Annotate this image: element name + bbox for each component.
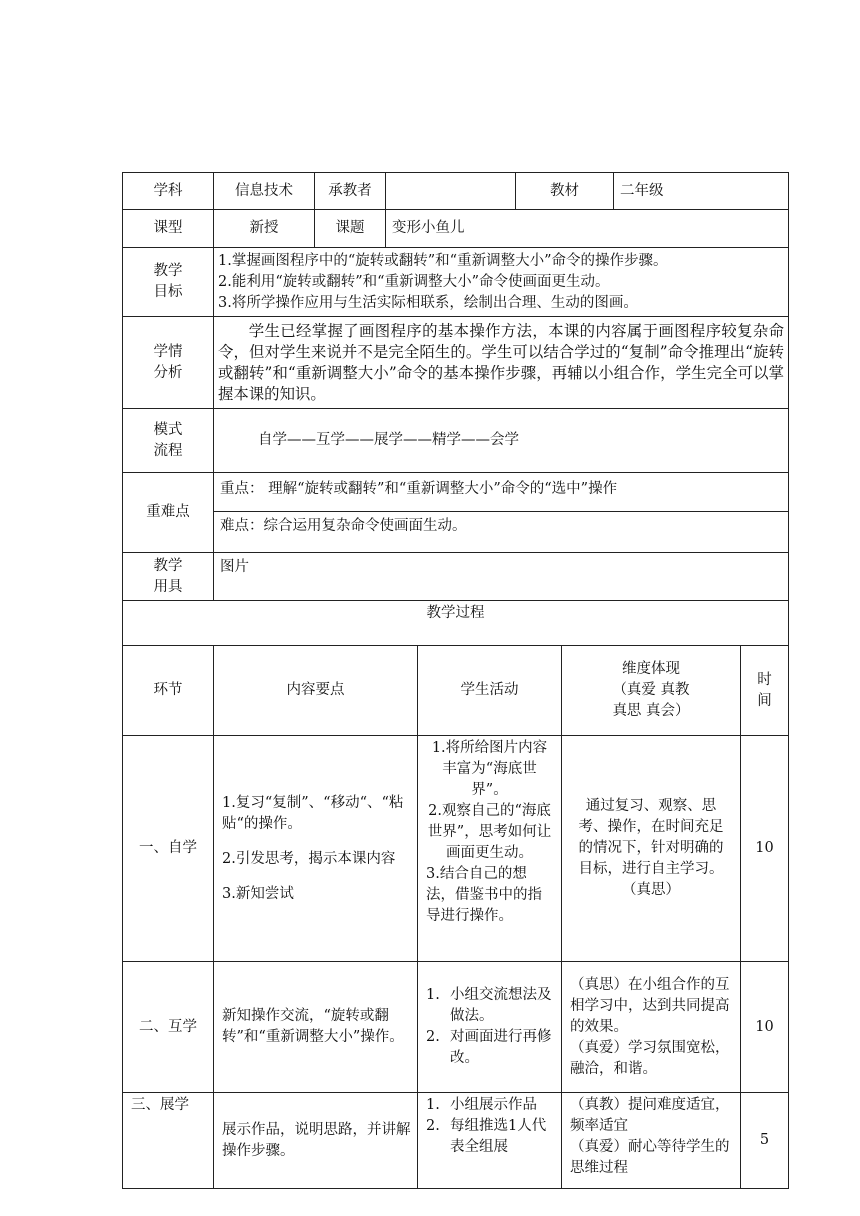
type-label: 课型 — [123, 210, 214, 248]
content-header: 内容要点 — [214, 646, 418, 736]
topic-label: 课题 — [315, 210, 386, 248]
objectives-row — [123, 248, 789, 317]
activity-cell — [418, 962, 562, 1093]
teacher-value — [386, 173, 516, 210]
keypoint-row — [123, 473, 789, 512]
process-row-self-study — [123, 736, 789, 962]
process-header-row — [123, 646, 789, 736]
key-point-text: 重点： 理解“旋转或翻转”和“重新调整大小”命令的“选中”操作 — [214, 473, 789, 512]
dimension-cell: （真思）在小组合作的互相学习中，达到共同提高的效果。 （真爱）学习氛围宽松，融洽，和谐。 — [562, 962, 741, 1093]
time-header: 时 间 — [741, 646, 789, 736]
list-item: 2. 每组推选1人代表全组展 — [426, 1118, 547, 1155]
mode-label: 模式 流程 — [123, 409, 214, 473]
tools-value: 图片 — [214, 553, 789, 601]
tools-row — [123, 553, 789, 601]
teacher-label: 承教者 — [315, 173, 386, 210]
stage-header: 环节 — [123, 646, 214, 736]
dimension-header: 维度体现 （真爱 真教 真思 真会） — [562, 646, 741, 736]
stage-cell: 二、互学 — [123, 962, 214, 1093]
tools-label: 教学 用具 — [123, 553, 214, 601]
type-value: 新授 — [214, 210, 315, 248]
analysis-row — [123, 317, 789, 409]
activity-cell: 1.将所给图片内容丰富为“海底世界”。 2.观察自己的“海底世界”，思考如何让画面更生动。 3.结合自己的想法，借鉴书中的指导进行操作。 — [418, 736, 562, 962]
process-title-row — [123, 601, 789, 646]
textbook-label: 教材 — [516, 173, 614, 210]
activity-cell — [418, 1093, 562, 1189]
objective-item: 3.将所学操作应用与生活实际相联系，绘制出合理、生动的图画。 — [218, 294, 638, 311]
process-row-show-study — [123, 1093, 789, 1189]
analysis-label: 学情 分析 — [123, 317, 214, 409]
stage-cell: 一、自学 — [123, 736, 214, 962]
objectives-list — [214, 248, 789, 317]
time-cell: 5 — [741, 1093, 789, 1189]
content-cell: 新知操作交流，“旋转或翻转”和“重新调整大小”操作。 — [214, 962, 418, 1093]
content-cell: 展示作品，说明思路，并讲解操作步骤。 — [214, 1093, 418, 1189]
objective-item: 1.掌握画图程序中的“旋转或翻转”和“重新调整大小”命令的操作步骤。 — [218, 252, 668, 269]
stage-cell: 三、展学 — [123, 1093, 214, 1189]
time-cell: 10 — [741, 962, 789, 1093]
subject-label: 学科 — [123, 173, 214, 210]
topic-value: 变形小鱼儿 — [386, 210, 789, 248]
objectives-label: 教学 目标 — [123, 248, 214, 317]
objective-item: 2.能利用“旋转或翻转”和“重新调整大小”命令使画面更生动。 — [218, 273, 610, 290]
list-item: 2. 对画面进行再修改。 — [426, 1029, 552, 1066]
list-item: 1. 小组交流想法及做法。 — [426, 987, 552, 1024]
mode-row — [123, 409, 789, 473]
keypoints-label: 重难点 — [123, 473, 214, 553]
dimension-cell: （真教）提问难度适宜，频率适宜 （真爱）耐心等待学生的思维过程 — [562, 1093, 741, 1189]
time-cell: 10 — [741, 736, 789, 962]
header-row-2 — [123, 210, 789, 248]
textbook-value: 二年级 — [614, 173, 789, 210]
dimension-cell: 通过复习、观察、思考、操作，在时间充足的情况下，针对明确的目标，进行自主学习。（真思） — [562, 736, 741, 962]
difficulty-text: 难点：综合运用复杂命令使画面生动。 — [214, 512, 789, 553]
subject-value: 信息技术 — [214, 173, 315, 210]
content-cell: 1.复习“复制”、“移动“、“粘贴“的操作。 2.引发思考，揭示本课内容 3.新知尝试 — [214, 736, 418, 962]
list-item: 1. 小组展示作品 — [426, 1097, 537, 1113]
mode-text: 自学——互学——展学——精学——会学 — [214, 409, 789, 473]
activity-header: 学生活动 — [418, 646, 562, 736]
difficulty-row — [123, 512, 789, 553]
process-title: 教学过程 — [123, 601, 789, 646]
analysis-text: 学生已经掌握了画图程序的基本操作方法，本课的内容属于画图程序较复杂命令，但对学生来说并不是完全陌生的。学生可以结合学过的“复制”命令推理出“旋转或翻转”和“重新调整大小”命令的基本操作步骤，再辅以小组合作，学生完全可以掌握本课的知识。 — [214, 317, 789, 409]
process-row-peer-study — [123, 962, 789, 1093]
lesson-plan-table — [122, 172, 789, 1189]
header-row-1 — [123, 173, 789, 210]
